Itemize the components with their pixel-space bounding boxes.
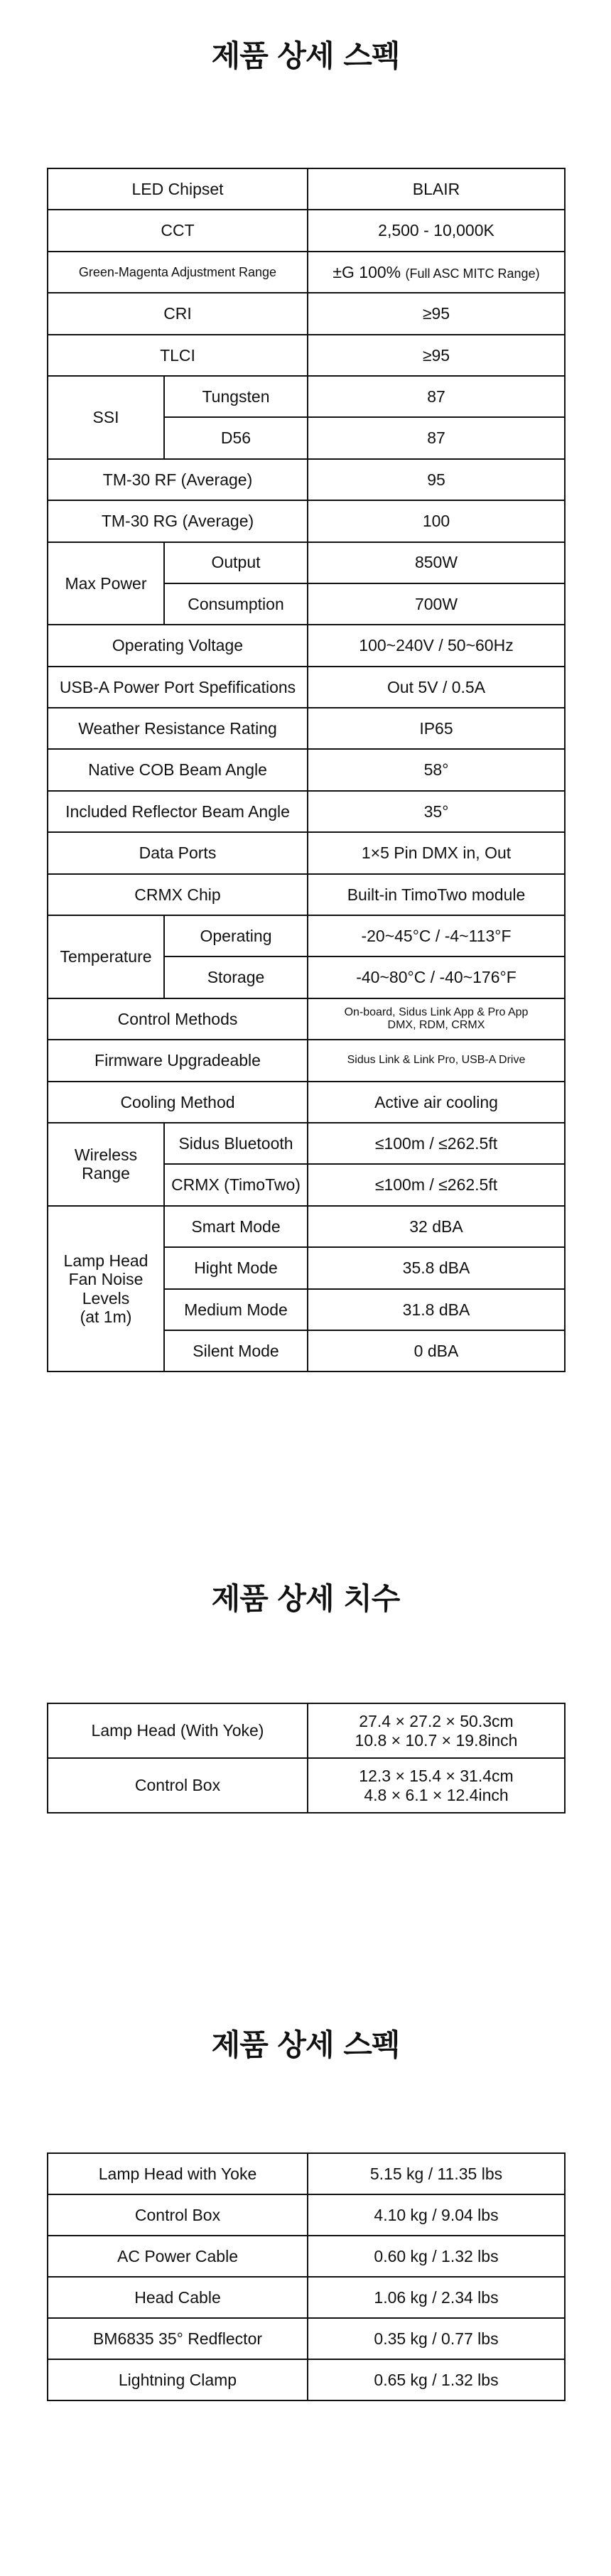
spec-value: 31.8 dBA [308,1289,565,1330]
dimensions-section-title: 제품 상세 치수 [211,1581,400,1616]
weight-label: BM6835 35° Redflector [48,2318,308,2359]
table-row [48,915,565,956]
spec-value: IP65 [308,708,565,749]
spec-value: ≤100m / ≤262.5ft [308,1164,565,1205]
table-row [48,2194,565,2236]
table-row [48,832,565,873]
table-row [48,335,565,376]
table-row [48,210,565,251]
spec-label: Included Reflector Beam Angle [48,791,308,832]
spec-label: USB-A Power Port Spefifications [48,667,308,708]
spec-label: TM-30 RG (Average) [48,500,308,541]
weight-label: Control Box [48,2194,308,2236]
weight-value: 0.65 kg / 1.32 lbs [308,2359,565,2400]
dimension-line: 10.8 × 10.7 × 19.8inch [355,1730,518,1750]
spec-label: Green-Magenta Adjustment Range [48,252,308,293]
spec-label: CRI [48,293,308,334]
dimension-line: 27.4 × 27.2 × 50.3cm [359,1712,514,1731]
weight-value: 5.15 kg / 11.35 lbs [308,2153,565,2194]
spec-sublabel: Hight Mode [164,1247,308,1288]
spec-value: 100~240V / 50~60Hz [308,625,565,666]
spec-value: 100 [308,500,565,541]
table-row [48,1040,565,1081]
dimension-label: Lamp Head (With Yoke) [48,1703,308,1758]
spec-value [308,252,565,293]
dimension-value [308,1703,565,1758]
spec-value: 87 [308,376,565,417]
spec-value: ≤100m / ≤262.5ft [308,1123,565,1164]
spec-value: 35° [308,791,565,832]
table-row [48,2318,565,2359]
spec-label-line: Range [82,1164,130,1183]
spec-label-line: Fan Noise [68,1270,144,1289]
spec-sublabel: Sidus Bluetooth [164,1123,308,1164]
spec-label-line: Wireless [74,1145,138,1164]
spec-sublabel: D56 [164,417,308,458]
table-row [48,1703,565,1758]
table-row [48,2359,565,2400]
spec-sublabel: Output [164,542,308,583]
spec-label: Operating Voltage [48,625,308,666]
table-row [48,1082,565,1123]
spec-value: ≥95 [308,335,565,376]
spec-sublabel: Consumption [164,583,308,625]
spec-value: 1×5 Pin DMX in, Out [308,832,565,873]
spec-value-main: ±G 100% [332,262,401,281]
weight-value: 1.06 kg / 2.34 lbs [308,2277,565,2318]
spec-value: 700W [308,583,565,625]
weight-label: AC Power Cable [48,2236,308,2277]
spec-label: Native COB Beam Angle [48,749,308,790]
spec-label: Data Ports [48,832,308,873]
spec-value: -40~80°C / -40~176°F [308,956,565,998]
weight-label: Lightning Clamp [48,2359,308,2400]
weight-value: 4.10 kg / 9.04 lbs [308,2194,565,2236]
table-row [48,542,565,583]
spec-table [47,168,566,1372]
spec-value: 35.8 dBA [308,1247,565,1288]
spec-label: CRMX Chip [48,874,308,915]
weight-value: 0.60 kg / 1.32 lbs [308,2236,565,2277]
table-row [48,2153,565,2194]
spec-value: ≥95 [308,293,565,334]
table-row [48,1123,565,1164]
spec-label: LED Chipset [48,168,308,210]
spec-value: 2,500 - 10,000K [308,210,565,251]
weights-section-title: 제품 상세 스펙 [211,2027,400,2062]
table-row [48,459,565,500]
spec-value: 95 [308,459,565,500]
spec-label: Weather Resistance Rating [48,708,308,749]
spec-sublabel: Operating [164,915,308,956]
spec-label-line: Levels [82,1288,130,1308]
spec-label-line: (at 1m) [80,1307,132,1326]
spec-label: CCT [48,210,308,251]
spec-sublabel: Medium Mode [164,1289,308,1330]
spec-sublabel: Storage [164,956,308,998]
spec-value: Out 5V / 0.5A [308,667,565,708]
weights-table [47,2152,566,2401]
spec-group-label: Max Power [48,542,164,625]
table-row [48,500,565,541]
table-row [48,791,565,832]
weight-label: Lamp Head with Yoke [48,2153,308,2194]
spec-group-label [48,1206,164,1372]
table-row [48,749,565,790]
spec-label: Control Methods [48,998,308,1040]
spec-value-line: DMX, RDM, CRMX [387,1019,485,1031]
spec-sublabel: CRMX (TimoTwo) [164,1164,308,1205]
dimensions-table [47,1703,566,1814]
dimension-label: Control Box [48,1758,308,1813]
spec-value: 32 dBA [308,1206,565,1247]
spec-label: Firmware Upgradeable [48,1040,308,1081]
spec-label: TM-30 RF (Average) [48,459,308,500]
spec-label-line: Lamp Head [63,1251,148,1270]
spec-value: 87 [308,417,565,458]
table-row [48,376,565,417]
weight-value: 0.35 kg / 0.77 lbs [308,2318,565,2359]
weight-label: Head Cable [48,2277,308,2318]
spec-sublabel: Silent Mode [164,1330,308,1371]
table-row [48,708,565,749]
spec-value: BLAIR [308,168,565,210]
spec-label: Cooling Method [48,1082,308,1123]
spec-value: 850W [308,542,565,583]
spec-label: TLCI [48,335,308,376]
table-row [48,2277,565,2318]
dimension-value [308,1758,565,1813]
dimension-line: 12.3 × 15.4 × 31.4cm [359,1767,514,1786]
spec-group-label: SSI [48,376,164,459]
table-row [48,168,565,210]
spec-value: Built-in TimoTwo module [308,874,565,915]
table-row [48,293,565,334]
table-row [48,1206,565,1247]
spec-sublabel: Smart Mode [164,1206,308,1247]
table-row [48,1758,565,1813]
spec-value: 58° [308,749,565,790]
spec-value-note: (Full ASC MITC Range) [405,266,540,281]
table-row [48,252,565,293]
table-row [48,667,565,708]
table-row [48,874,565,915]
table-row [48,625,565,666]
spec-value: Sidus Link & Link Pro, USB-A Drive [308,1040,565,1081]
spec-value: -20~45°C / -4~113°F [308,915,565,956]
table-row [48,998,565,1040]
spec-group-label [48,1123,164,1206]
spec-value: Active air cooling [308,1082,565,1123]
spec-value: 0 dBA [308,1330,565,1371]
spec-value-line: On-board, Sidus Link App & Pro App [344,1006,529,1018]
spec-sublabel: Tungsten [164,376,308,417]
spec-group-label: Temperature [48,915,164,998]
spec-value [308,998,565,1040]
table-row [48,2236,565,2277]
dimension-line: 4.8 × 6.1 × 12.4inch [364,1785,509,1804]
spec-section-title: 제품 상세 스펙 [211,38,400,73]
